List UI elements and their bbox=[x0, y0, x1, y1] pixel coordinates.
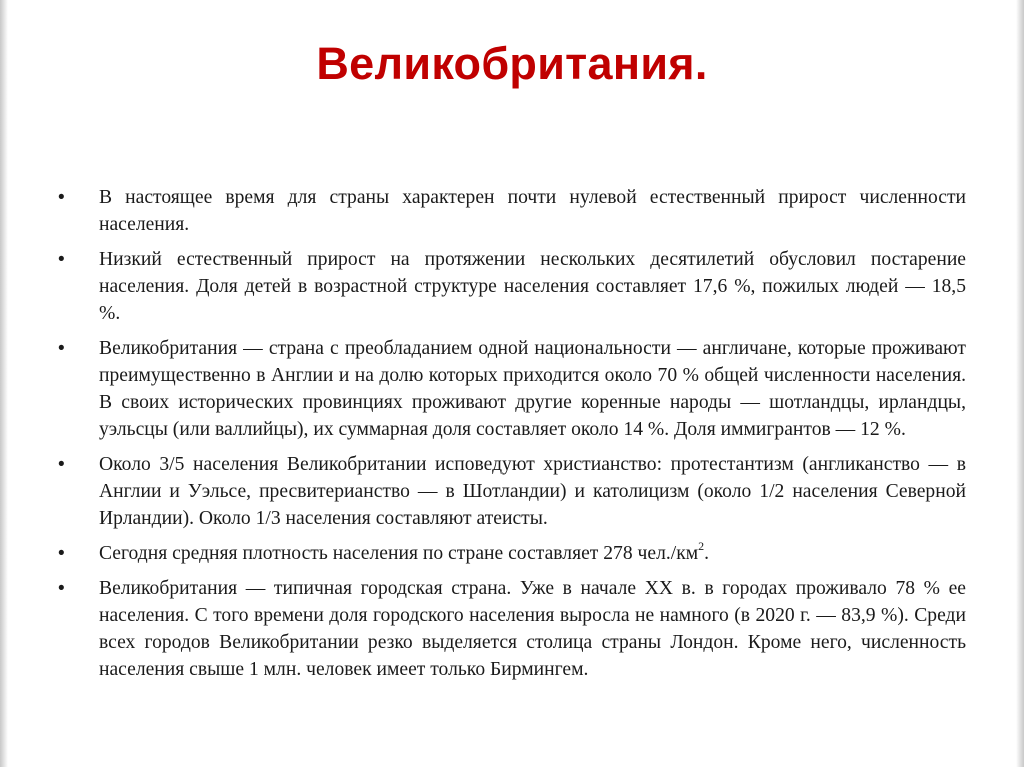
superscript: 2 bbox=[698, 539, 705, 554]
bullet-text: Низкий естественный прирост на протяжении нескольких десятилетий обусловил постарение населения. Доля детей в возрастной структуре населения составляет 17,6 %, пожилых людей — 18,5 %. bbox=[99, 249, 966, 324]
bullet-list bbox=[58, 184, 966, 691]
bullet-text-tail: . bbox=[704, 543, 710, 564]
bullet-item bbox=[58, 246, 966, 327]
slide-left-edge bbox=[0, 0, 8, 767]
bullet-dot: • bbox=[58, 249, 65, 270]
bullet-dot: • bbox=[58, 578, 65, 599]
bullet-text: Сегодня средняя плотность населения по стране составляет 278 чел./км bbox=[99, 543, 699, 564]
bullet-item bbox=[58, 575, 966, 683]
bullet-item bbox=[58, 540, 966, 567]
bullet-dot: • bbox=[58, 543, 65, 564]
bullet-dot: • bbox=[58, 454, 65, 475]
slide-right-edge bbox=[1016, 0, 1024, 767]
bullet-item bbox=[58, 335, 966, 443]
bullet-text: В настоящее время для страны характерен почти нулевой естественный прирост численности населения. bbox=[99, 187, 966, 235]
bullet-dot: • bbox=[58, 338, 65, 359]
slide-title: Великобритания. bbox=[316, 38, 708, 89]
bullet-text: Великобритания — страна с преобладанием одной национальности — англичане, которые проживают преимущественно в Англии и на долю которых приходится около 70 % общей численности населения. В своих исторических провинциях проживают другие коренные народы — шотландцы, ирландцы, уэльсцы (или валлийцы), их суммарная доля составляет около 14 %. Доля иммигрантов — 12 %. bbox=[99, 338, 966, 440]
bullet-dot: • bbox=[58, 187, 65, 208]
bullet-item bbox=[58, 184, 966, 238]
bullet-text: Около 3/5 населения Великобритании исповедуют христианство: протестантизм (англиканство — в Англии и Уэльсе, пресвитерианство — в Шотландии) и католицизм (около 1/2 населения Северной Ирландии). Около 1/3 населения составляют атеисты. bbox=[99, 454, 966, 529]
bullet-text: Великобритания — типичная городская страна. Уже в начале XX в. в городах проживало 78 % ее населения. С того времени доля городского населения выросла не намного (в 2020 г. — 83,9 %). Среди всех городов Великобритании резко выделяется столица страны Лондон. Кроме него, численность населения свыше 1 млн. человек имеет только Бирмингем. bbox=[99, 578, 966, 680]
bullet-item bbox=[58, 451, 966, 532]
